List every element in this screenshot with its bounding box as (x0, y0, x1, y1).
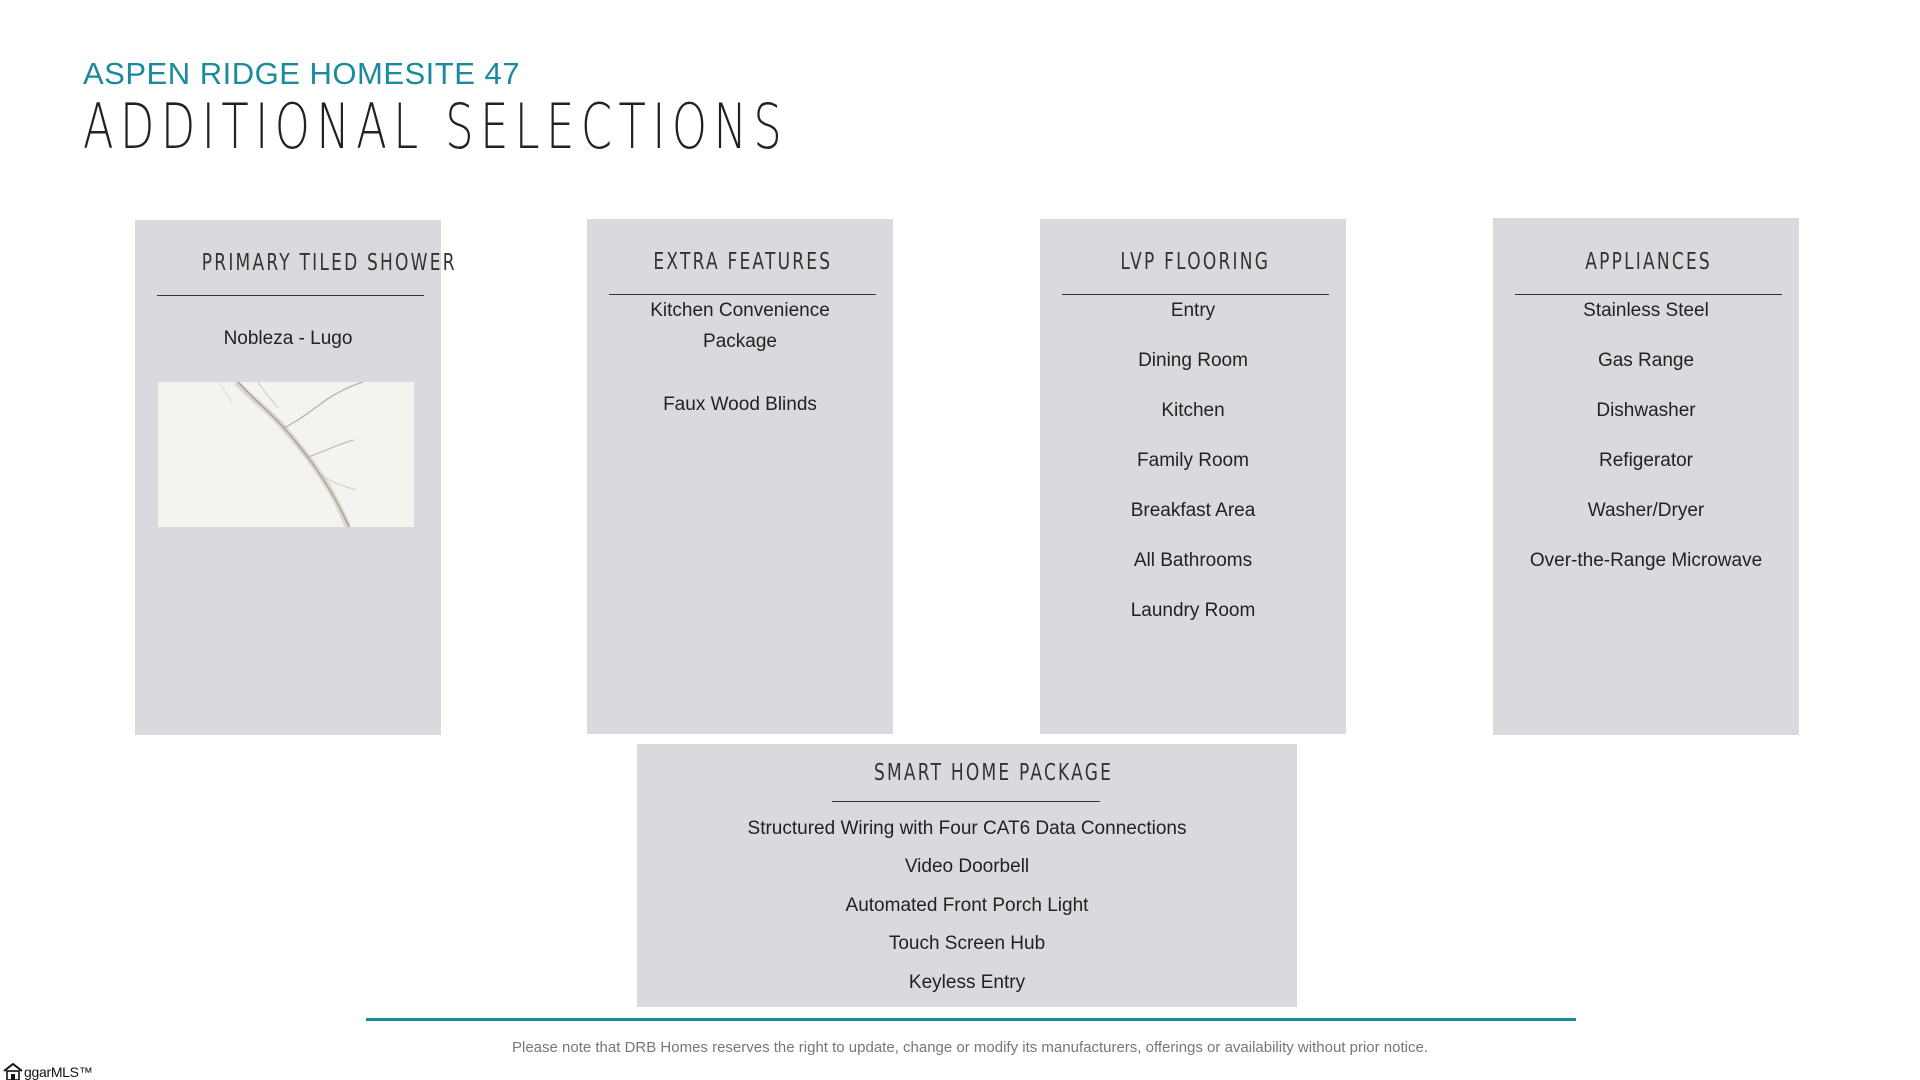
panel-heading-rule (609, 249, 876, 295)
list-item: Touch Screen Hub (888, 933, 1046, 954)
footer-divider (366, 1018, 1576, 1021)
panel-heading: APPLIANCES (1585, 249, 1712, 275)
list-item: Nobleza - Lugo (223, 328, 353, 349)
list-item: Over-the-Range Microwave (1529, 550, 1763, 571)
panel-heading: SMART HOME PACKAGE (874, 760, 1114, 786)
list-item: Entry (1170, 300, 1216, 321)
disclaimer-note: Please note that DRB Homes reserves the right to update, change or modify its manufacturers, offerings or availability without prior notice. (511, 1039, 1428, 1056)
panel-heading: EXTRA FEATURES (653, 249, 832, 275)
panel-appliances (1493, 218, 1799, 735)
list-item: All Bathrooms (1133, 550, 1253, 571)
list-item: Refigerator (1599, 450, 1693, 471)
marble-tile-swatch (158, 382, 414, 527)
mls-logo (2, 1062, 92, 1080)
page-title: ADDITIONAL SELECTIONS (83, 90, 789, 163)
panel-smart-home-package (637, 744, 1297, 1007)
list-item: Keyless Entry (908, 972, 1026, 993)
panel-heading-rule (832, 760, 1114, 802)
list-item: Dining Room (1138, 350, 1248, 371)
list-item: Kitchen (1161, 400, 1225, 421)
list-item: Kitchen Convenience (650, 300, 830, 321)
list-item: Dishwasher (1596, 400, 1696, 421)
panel-heading-rule (1515, 249, 1782, 295)
panel-heading-rule (157, 250, 457, 296)
homesite-subtitle: ASPEN RIDGE HOMESITE 47 (83, 56, 520, 91)
list-item: Gas Range (1597, 350, 1695, 371)
list-item: Video Doorbell (904, 856, 1030, 877)
list-item: Breakfast Area (1130, 500, 1256, 521)
panel-lvp-flooring (1040, 219, 1346, 734)
panel-heading-rule (1062, 249, 1329, 295)
house-logo-icon (2, 1062, 24, 1080)
list-item: Stainless Steel (1583, 300, 1709, 321)
mls-logo-text: ggarMLS™ (24, 1064, 93, 1080)
panel-primary-tiled-shower (135, 220, 457, 735)
panel-heading: PRIMARY TILED SHOWER (201, 250, 457, 276)
list-item: Package (703, 331, 777, 352)
panel-heading: LVP FLOORING (1120, 249, 1271, 275)
list-item: Family Room (1137, 450, 1249, 471)
list-item: Faux Wood Blinds (663, 394, 817, 415)
list-item: Structured Wiring with Four CAT6 Data Connections (747, 818, 1187, 839)
panel-extra-features (587, 219, 893, 734)
list-item: Washer/Dryer (1587, 500, 1705, 521)
list-item: Automated Front Porch Light (845, 895, 1089, 916)
marble-texture (158, 382, 414, 527)
list-item: Laundry Room (1130, 600, 1256, 621)
